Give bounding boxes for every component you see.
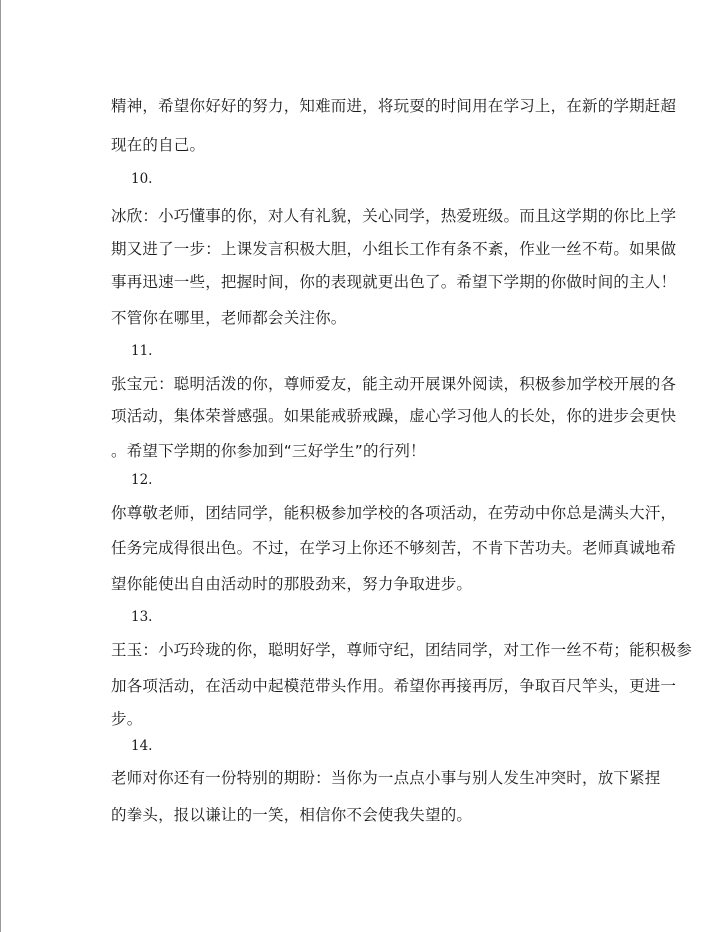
- item-number: 12.: [131, 472, 153, 488]
- text-line: 张宝元：聪明活泼的你，尊师爱友，能主动开展课外阅读，积极参加学校开展的各: [111, 375, 677, 393]
- text-line: 任务完成得很出色。不过，在学习上你还不够刻苦，不肯下苦功夫。老师真诚地希: [111, 539, 677, 557]
- item-number: 13.: [131, 609, 153, 625]
- text-line: 不管你在哪里，老师都会关注你。: [111, 309, 347, 327]
- text-line: 期又进了一步：上课发言积极大胆，小组长工作有条不紊，作业一丝不苟。如果做: [111, 240, 677, 258]
- text-line: 步。: [111, 710, 143, 728]
- text-line: 精神，希望你好好的努力，知难而进，将玩耍的时间用在学习上，在新的学期赶超: [111, 97, 677, 115]
- text-line: 冰欣：小巧懂事的你，对人有礼貌，关心同学，热爱班级。而且这学期的你比上学: [111, 207, 677, 225]
- text-line: 的拳头，报以谦让的一笑，相信你不会使我失望的。: [111, 806, 473, 824]
- text-line: 现在的自己。: [111, 136, 206, 154]
- text-line: 你尊敬老师，团结同学，能积极参加学校的各项活动，在劳动中你总是满头大汗，: [111, 504, 677, 522]
- item-number: 11.: [131, 343, 153, 359]
- text-line: 项活动，集体荣誉感强。如果能戒骄戒躁，虚心学习他人的长处，你的进步会更快: [111, 407, 677, 425]
- text-line: 。希望下学期的你参加到“三好学生”的行列！: [111, 442, 426, 460]
- item-number: 10.: [131, 171, 153, 187]
- text-line: 加各项活动，在活动中起模范带头作用。希望你再接再厉，争取百尺竿头，更进一: [111, 677, 677, 695]
- text-line: 望你能使出自由活动时的那股劲来，努力争取进步。: [111, 575, 473, 593]
- text-line: 老师对你还有一份特别的期盼：当你为一点点小事与别人发生冲突时，放下紧捏: [111, 769, 661, 787]
- text-line: 事再迅速一些，把握时间，你的表现就更出色了。希望下学期的你做时间的主人！: [111, 273, 677, 291]
- item-number: 14.: [131, 738, 153, 754]
- text-line: 王玉：小巧玲珑的你，聪明好学，尊师守纪，团结同学，对工作一丝不苟；能积极参: [111, 641, 692, 659]
